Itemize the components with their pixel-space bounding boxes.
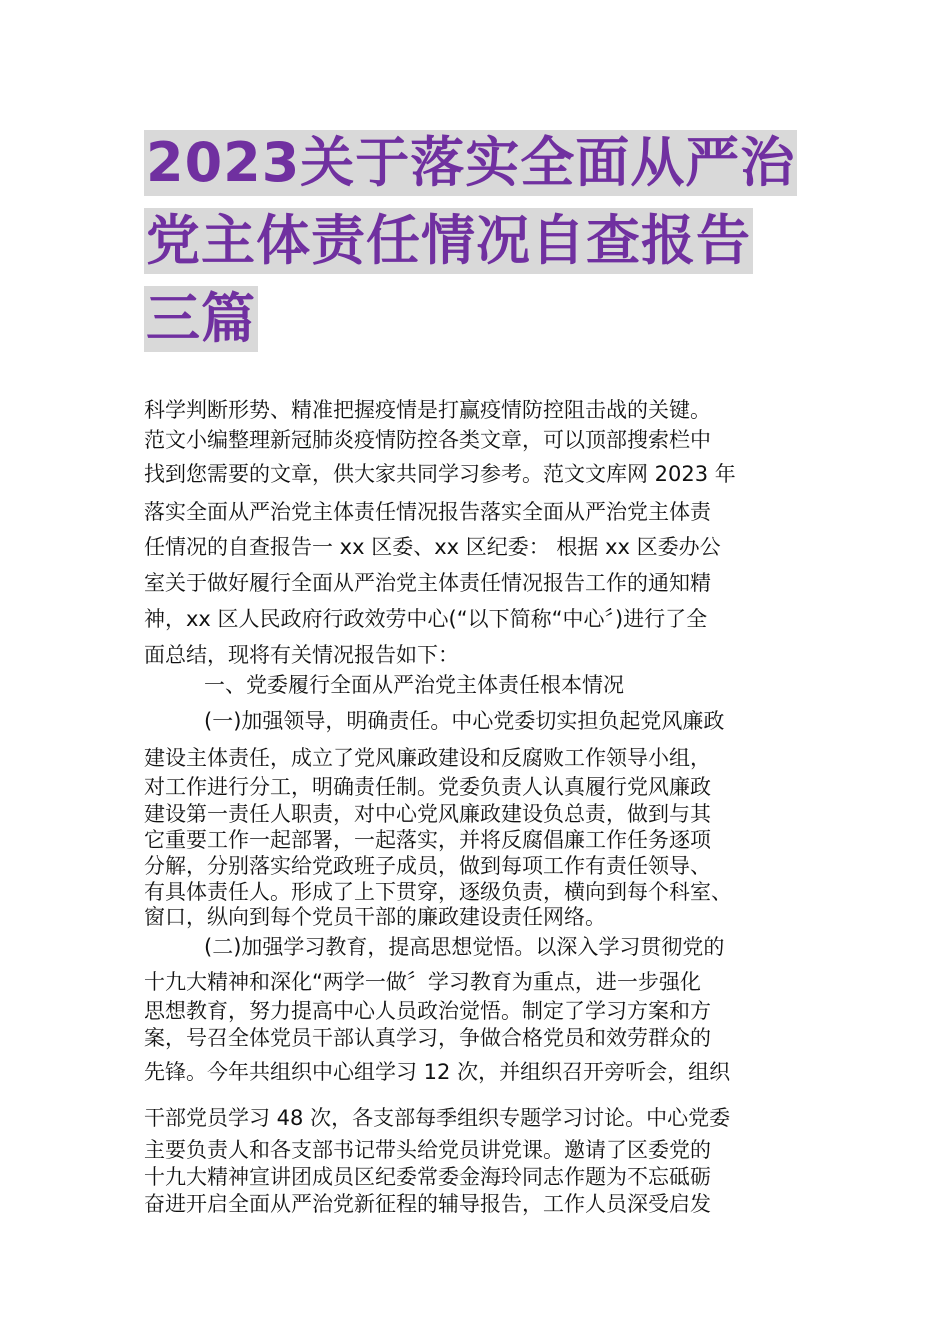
body-line: 找到您需要的文章，供大家共同学习参考。范文文库网 2023 年	[144, 462, 736, 486]
document-title	[144, 130, 824, 364]
body-line: 先锋。今年共组织中心组学习 12 次，并组织召开旁听会，组织	[144, 1060, 731, 1084]
body-line: 有具体责任人。形成了上下贯穿，逐级负责，横向到每个科室、	[144, 880, 732, 904]
body-line: 科学判断形势、精准把握疫情是打赢疫情防控阻击战的关键。	[144, 398, 711, 422]
body-line: 案，号召全体党员干部认真学习，争做合格党员和效劳群众的	[144, 1026, 711, 1050]
body-line: 十九大精神宣讲团成员区纪委常委金海玲同志作题为不忘砥砺	[144, 1165, 711, 1189]
section-heading: 一、党委履行全面从严治党主体责任根本情况	[204, 673, 624, 697]
body-line: 思想教育，努力提高中心人员政治觉悟。制定了学习方案和方	[144, 999, 711, 1023]
body-line: 主要负责人和各支部书记带头给党员讲党课。邀请了区委党的	[144, 1138, 711, 1162]
body-line: 窗口，纵向到每个党员干部的廉政建设责任网络。	[144, 905, 606, 929]
body-line: 神，xx 区人民政府行政效劳中心(“以下简称“中心〞)进行了全	[144, 607, 708, 631]
body-line: 建设主体责任，成立了党风廉政建设和反腐败工作领导小组，	[144, 746, 711, 770]
body-line: 干部党员学习 48 次，各支部每季组织专题学习讨论。中心党委	[144, 1106, 731, 1130]
body-line: 建设第一责任人职责，对中心党风廉政建设负总责，做到与其	[144, 802, 711, 826]
title-line-2: 党主体责任情况自查报告	[146, 209, 751, 272]
body-line: 十九大精神和深化“两学一做〞学习教育为重点，进一步强化	[144, 970, 701, 994]
body-line: (二)加强学习教育，提高思想觉悟。以深入学习贯彻党的	[204, 935, 725, 959]
body-line: 范文小编整理新冠肺炎疫情防控各类文章，可以顶部搜索栏中	[144, 428, 711, 452]
body-line: 任情况的自查报告一 xx 区委、xx 区纪委： 根据 xx 区委办公	[144, 535, 721, 559]
body-line: 落实全面从严治党主体责任情况报告落实全面从严治党主体责	[144, 500, 711, 524]
body-line: 对工作进行分工，明确责任制。党委负责人认真履行党风廉政	[144, 775, 711, 799]
body-line: 它重要工作一起部署，一起落实，并将反腐倡廉工作任务逐项	[144, 828, 711, 852]
title-line-3: 三篇	[146, 287, 256, 350]
body-line: 分解，分别落实给党政班子成员，做到每项工作有责任领导、	[144, 854, 711, 878]
body-line: (一)加强领导，明确责任。中心党委切实担负起党风廉政	[204, 709, 725, 733]
body-line: 奋进开启全面从严治党新征程的辅导报告，工作人员深受启发	[144, 1192, 711, 1216]
body-line: 室关于做好履行全面从严治党主体责任情况报告工作的通知精	[144, 571, 711, 595]
body-line: 面总结，现将有关情况报告如下：	[144, 643, 459, 667]
title-line-1: 2023关于落实全面从严治	[146, 131, 796, 194]
